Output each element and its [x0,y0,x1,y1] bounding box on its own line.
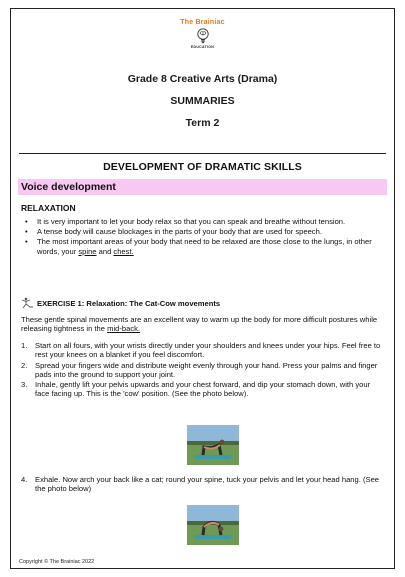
spine-underlined: spine [78,246,97,256]
yoga-pose-icon [21,297,35,309]
relaxation-heading: RELAXATION [21,203,76,213]
list-item: 4. Exhale. Now arch your back like a cat; round your spine, tuck your pelvis and let your head hang. (See the photo below) [21,475,380,494]
relaxation-bullets [23,217,382,257]
logo-sub-text: EDUCATION [190,45,215,49]
summaries-title: SUMMARIES [170,95,235,107]
list-item: • It is very important to let your body relax so that you can speak and breathe without tension. [25,217,346,226]
exercise-steps [21,341,382,400]
voice-development-band: Voice development [18,179,387,195]
list-item: • The most important areas of your body that need to be relaxed are those close to the lungs, in other words, your spine and chest. [25,237,372,256]
list-item: 2. Spread your fingers wide and distribute weight evenly through your hand. Press your palms and finger pads into the ground to support your joint. [21,360,378,379]
logo-brand-text: The Brainiac [180,19,225,26]
term-title: Term 2 [185,117,220,129]
divider [19,153,386,154]
exercise-step-4 [21,475,382,494]
lightbulb-brain-icon [196,28,210,44]
list-item: 3. Inhale, gently lift your pelvis upwards and your chest forward, and dip your stomach down, with your face facing up. This is the 'cow' position. (See the photo below). [21,380,371,399]
exercise-title: EXERCISE 1: Relaxation: The Cat-Cow movements [37,298,221,308]
cow-pose-photo [187,425,239,465]
exercise-heading [21,297,220,309]
grade-title: Grade 8 Creative Arts (Drama) [127,73,278,85]
copyright-text: Copyright © The Brainiac 2022 [19,559,95,565]
list-item: • A tense body will cause blockages in the parts of your body that are used for speech. [25,227,322,237]
cat-pose-photo [187,505,239,545]
list-item: 1. Start on all fours, with your wrists directly under your shoulders and knees under your hips. Feel free to rest your knees on a blanket if you feel discomfort. [21,341,381,360]
brainiac-logo [11,19,394,49]
chest-underlined: chest. [113,246,134,256]
section-title: DEVELOPMENT OF DRAMATIC SKILLS [103,161,302,173]
exercise-intro: These gentle spinal movements are an excellent way to warm up the body for more difficult postures while releasing tightness in the mid-back. [21,315,378,334]
document-page [10,8,395,569]
